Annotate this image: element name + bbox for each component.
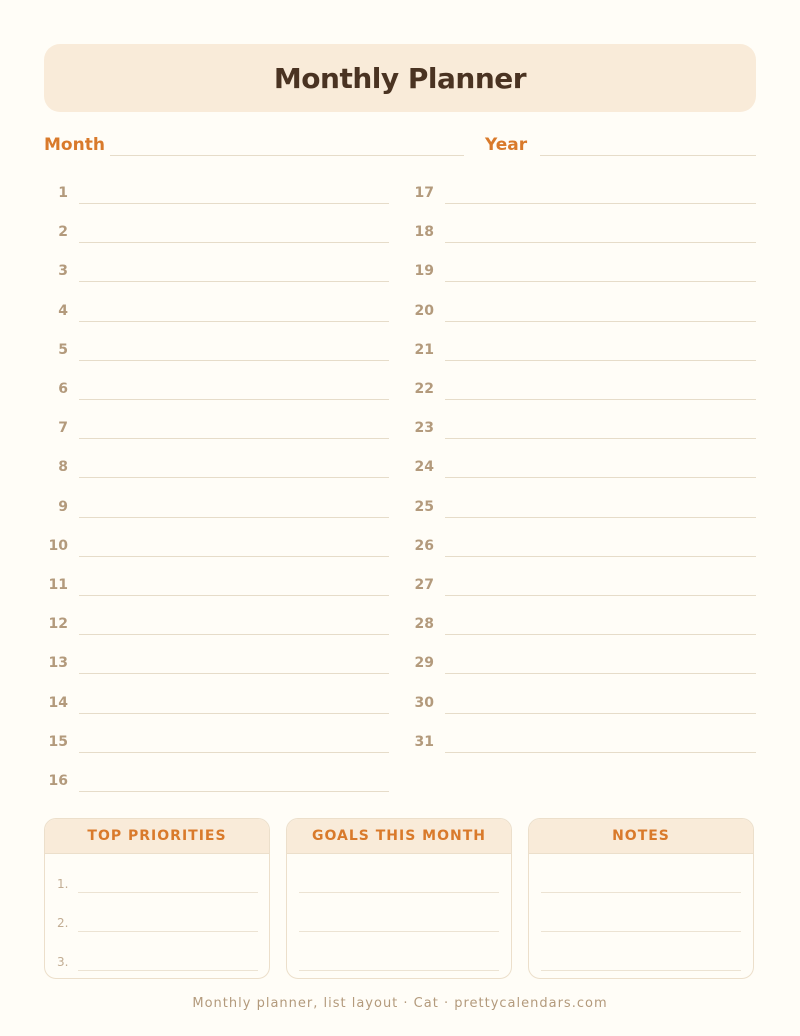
day-row bbox=[0, 538, 800, 558]
day-entry-line[interactable] bbox=[445, 752, 756, 753]
box-entry-line[interactable] bbox=[299, 931, 499, 932]
day-row bbox=[0, 734, 800, 754]
day-number: 28 bbox=[414, 616, 434, 633]
day-row bbox=[0, 616, 800, 636]
day-entry-line[interactable] bbox=[445, 321, 756, 322]
day-number: 30 bbox=[414, 694, 434, 711]
month-field-line[interactable] bbox=[110, 155, 464, 156]
box-entry-line[interactable] bbox=[541, 970, 741, 971]
box-entry-line[interactable] bbox=[541, 892, 741, 893]
day-number: 27 bbox=[414, 577, 434, 593]
box-entry-line[interactable] bbox=[78, 970, 258, 971]
day-entry-line[interactable] bbox=[445, 634, 756, 635]
day-number: 7 bbox=[58, 420, 68, 437]
year-field-line[interactable] bbox=[540, 155, 756, 156]
day-number: 22 bbox=[414, 381, 434, 397]
day-number: 26 bbox=[414, 537, 434, 554]
box-item-number: 2. bbox=[57, 916, 69, 930]
day-number: 11 bbox=[48, 577, 68, 593]
day-number: 23 bbox=[414, 420, 434, 437]
day-number: 12 bbox=[48, 616, 68, 633]
day-entry-line[interactable] bbox=[445, 360, 756, 361]
day-entry-line[interactable] bbox=[445, 399, 756, 400]
day-entry-line[interactable] bbox=[445, 517, 756, 518]
day-row bbox=[0, 655, 800, 675]
day-number: 15 bbox=[48, 733, 68, 750]
box-title: GOALS THIS MONTH bbox=[287, 819, 511, 854]
day-row bbox=[0, 342, 800, 362]
day-number: 13 bbox=[48, 655, 68, 672]
day-number: 2 bbox=[58, 224, 68, 241]
day-entry-line[interactable] bbox=[79, 791, 389, 792]
day-number: 31 bbox=[414, 733, 434, 750]
box-title: TOP PRIORITIES bbox=[45, 819, 269, 854]
notes-box bbox=[528, 818, 754, 979]
day-number: 20 bbox=[414, 302, 434, 319]
day-number: 18 bbox=[414, 224, 434, 241]
box-title: NOTES bbox=[529, 819, 753, 854]
box-entry-line[interactable] bbox=[78, 931, 258, 932]
box-entry-line[interactable] bbox=[299, 892, 499, 893]
day-entry-line[interactable] bbox=[445, 713, 756, 714]
title-banner bbox=[44, 44, 756, 112]
day-row bbox=[0, 773, 800, 793]
day-entry-line[interactable] bbox=[445, 242, 756, 243]
day-entry-line[interactable] bbox=[445, 281, 756, 282]
day-entry-line[interactable] bbox=[445, 477, 756, 478]
day-number: 21 bbox=[414, 341, 434, 358]
day-number: 10 bbox=[48, 537, 68, 554]
box-entry-line[interactable] bbox=[299, 970, 499, 971]
day-entry-line[interactable] bbox=[445, 438, 756, 439]
day-number: 4 bbox=[58, 302, 68, 319]
day-row bbox=[0, 695, 800, 715]
day-row bbox=[0, 185, 800, 205]
day-number: 25 bbox=[414, 498, 434, 515]
day-row bbox=[0, 459, 800, 479]
year-label: Year bbox=[485, 135, 528, 155]
page-title: Monthly Planner bbox=[273, 61, 527, 95]
top-priorities-box bbox=[44, 818, 270, 979]
day-row bbox=[0, 303, 800, 323]
day-row bbox=[0, 577, 800, 597]
day-entry-line[interactable] bbox=[445, 595, 756, 596]
goals-box bbox=[286, 818, 512, 979]
day-entry-line[interactable] bbox=[445, 556, 756, 557]
day-number: 3 bbox=[58, 263, 68, 280]
day-entry-line[interactable] bbox=[445, 203, 756, 204]
box-item-number: 1. bbox=[57, 877, 69, 891]
day-number: 16 bbox=[48, 773, 68, 789]
day-entry-line[interactable] bbox=[445, 673, 756, 674]
footer-text: Monthly planner, list layout · Cat · prettycalendars.com bbox=[192, 996, 608, 1011]
day-number: 8 bbox=[58, 459, 68, 476]
day-number: 29 bbox=[414, 655, 434, 672]
day-number: 24 bbox=[414, 459, 434, 476]
day-row bbox=[0, 499, 800, 519]
day-row bbox=[0, 224, 800, 244]
day-number: 6 bbox=[58, 381, 68, 397]
month-label: Month bbox=[44, 135, 105, 155]
box-entry-line[interactable] bbox=[78, 892, 258, 893]
day-row bbox=[0, 420, 800, 440]
day-number: 19 bbox=[414, 263, 434, 280]
day-row bbox=[0, 381, 800, 401]
day-number: 1 bbox=[58, 185, 68, 201]
box-item-number: 3. bbox=[57, 955, 69, 969]
box-entry-line[interactable] bbox=[541, 931, 741, 932]
day-number: 5 bbox=[58, 341, 68, 358]
day-number: 14 bbox=[48, 694, 68, 711]
day-number: 17 bbox=[414, 185, 434, 201]
day-number: 9 bbox=[58, 498, 68, 515]
day-row bbox=[0, 263, 800, 283]
